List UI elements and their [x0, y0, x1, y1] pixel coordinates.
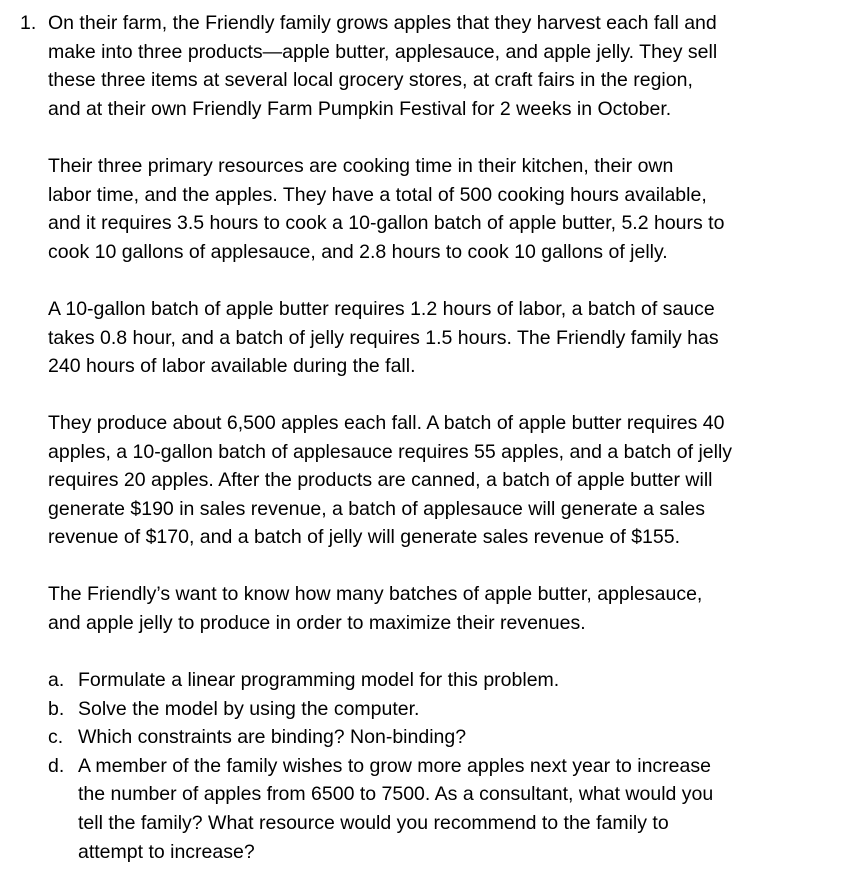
text-line: They produce about 6,500 apples each fall. A batch of apple butter requires 40 [48, 412, 725, 434]
text-line: make into three products—apple butter, applesauce, and apple jelly. They sell [48, 40, 718, 63]
sub-question-a [48, 666, 828, 695]
text-line: the number of apples from 6500 to 7500. As a consultant, what would you [78, 783, 714, 806]
text-line: cook 10 gallons of applesauce, and 2.8 hours to cook 10 gallons of jelly. [48, 240, 668, 263]
sub-question-c [48, 723, 828, 752]
text-line: A 10-gallon batch of apple butter requires 1.2 hours of labor, a batch of sauce [48, 298, 715, 320]
sub-question-letter: b. [48, 697, 65, 720]
paragraph-labor [48, 295, 828, 381]
text-line: tell the family? What resource would you recommend to the family to [78, 811, 669, 834]
text-line: and apple jelly to produce in order to maximize their revenues. [48, 611, 586, 634]
paragraph-intro [48, 9, 828, 123]
text-line: requires 20 apples. After the products are canned, a batch of apple butter will [48, 469, 713, 492]
paragraph-objective [48, 580, 828, 637]
text-line: Formulate a linear programming model for this problem. [78, 669, 560, 691]
text-line: Their three primary resources are cooking time in their kitchen, their own [48, 155, 674, 177]
sub-question-letter: a. [48, 669, 65, 691]
text-line: and it requires 3.5 hours to cook a 10-gallon batch of apple butter, 5.2 hours to [48, 212, 725, 235]
text-line: takes 0.8 hour, and a batch of jelly requires 1.5 hours. The Friendly family has [48, 326, 719, 349]
sub-question-letter: c. [48, 726, 64, 749]
sub-question-letter: d. [48, 754, 65, 777]
paragraph-cooking-resources [48, 152, 828, 266]
text-line: labor time, and the apples. They have a total of 500 cooking hours available, [48, 183, 707, 206]
text-line: apples, a 10-gallon batch of applesauce requires 55 apples, and a batch of jelly [48, 440, 733, 463]
text-line: these three items at several local grocery stores, at craft fairs in the region, [48, 69, 693, 92]
text-line: The Friendly’s want to know how many batches of apple butter, applesauce, [48, 583, 703, 605]
text-line: A member of the family wishes to grow more apples next year to increase [78, 754, 711, 777]
text-line: 240 hours of labor available during the fall. [48, 355, 416, 378]
paragraph-apples-revenue [48, 409, 828, 552]
text-line: generate $190 in sales revenue, a batch of applesauce will generate a sales [48, 497, 705, 520]
sub-question-list [48, 666, 828, 866]
text-line: attempt to increase? [78, 840, 255, 863]
text-line: Which constraints are binding? Non-binding? [78, 726, 467, 749]
text-line: On their farm, the Friendly family grows apples that they harvest each fall and [48, 12, 717, 34]
question-number: 1. [20, 12, 37, 34]
sub-question-d [48, 752, 828, 866]
text-line: and at their own Friendly Farm Pumpkin Festival for 2 weeks in October. [48, 97, 672, 120]
text-line: revenue of $170, and a batch of jelly will generate sales revenue of $155. [48, 526, 681, 549]
text-line: Solve the model by using the computer. [78, 697, 420, 720]
sub-question-b [48, 695, 828, 724]
